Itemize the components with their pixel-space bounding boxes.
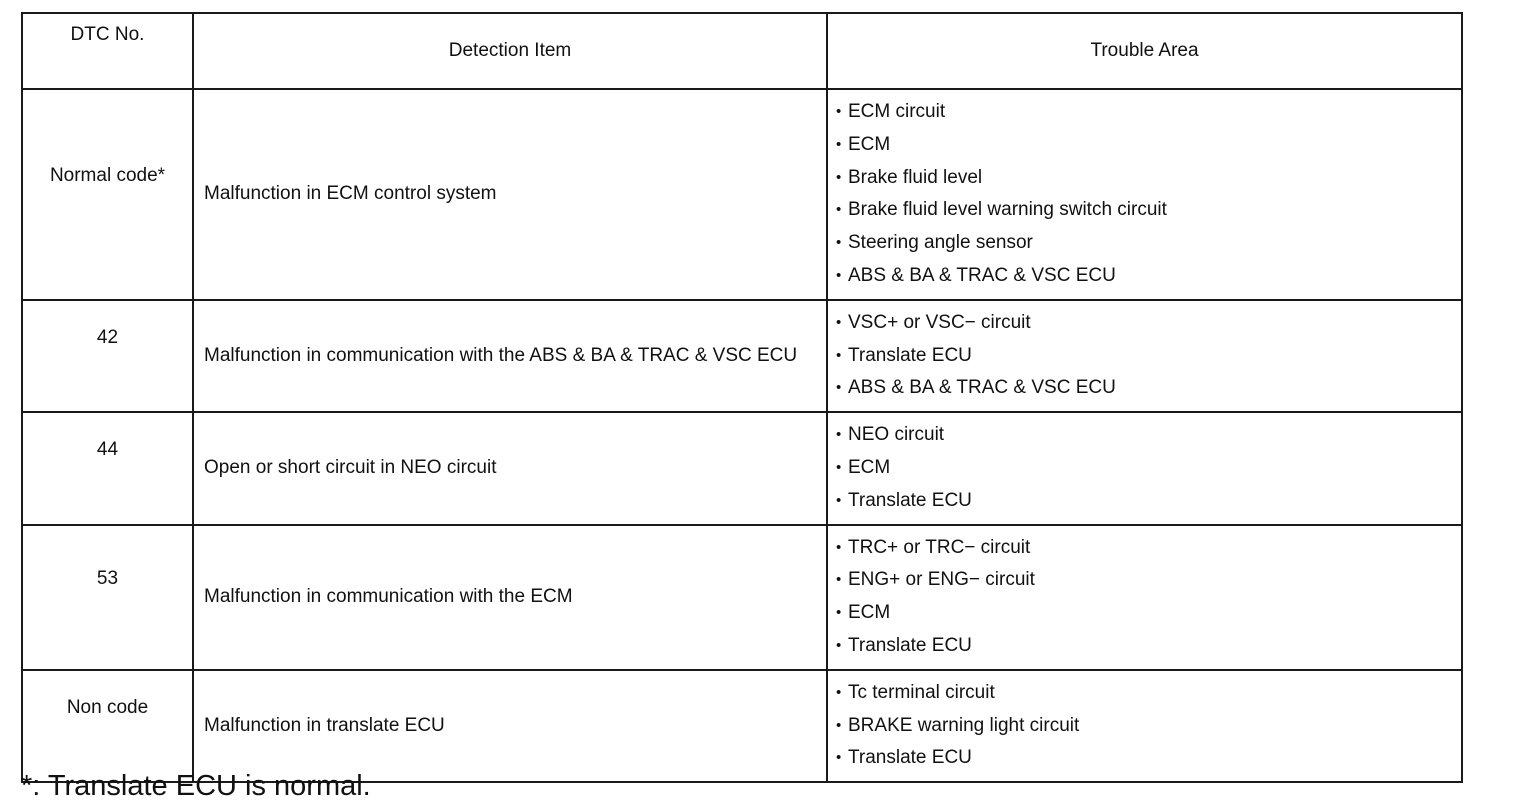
header-trouble-area: Trouble Area xyxy=(827,13,1462,89)
list-item xyxy=(836,162,1461,195)
bullet-icon: • xyxy=(836,604,842,622)
bullet-icon: • xyxy=(836,135,842,153)
table-row xyxy=(22,670,1462,782)
bullet-icon: • xyxy=(836,716,842,734)
list-item xyxy=(836,742,1461,775)
bullet-icon: • xyxy=(836,538,842,556)
dtc-cell xyxy=(22,412,193,524)
trouble-area-text: Translate ECU xyxy=(848,344,972,366)
list-item xyxy=(836,532,1461,565)
list-item xyxy=(836,597,1461,630)
detection-item-cell: Malfunction in ECM control system xyxy=(193,89,827,300)
list-item xyxy=(836,630,1461,663)
dtc-code: Non code xyxy=(66,696,149,718)
header-dtc-no: DTC No. xyxy=(22,13,193,89)
trouble-area-list xyxy=(836,413,1461,523)
trouble-area-text: Steering angle sensor xyxy=(848,232,1033,254)
trouble-area-list xyxy=(836,671,1461,781)
list-item xyxy=(836,129,1461,162)
dtc-cell xyxy=(22,525,193,670)
dtc-code: 42 xyxy=(96,326,119,348)
bullet-icon: • xyxy=(836,636,842,654)
trouble-area-text: ECM xyxy=(848,133,891,155)
trouble-area-cell xyxy=(827,670,1462,782)
list-item xyxy=(836,677,1461,710)
detection-item-cell: Open or short circuit in NEO circuit xyxy=(193,412,827,524)
list-item xyxy=(836,340,1461,373)
trouble-area-text: Brake fluid level warning switch circuit xyxy=(848,199,1167,221)
table-row xyxy=(22,412,1462,524)
trouble-area-text: ABS & BA & TRAC & VSC ECU xyxy=(848,264,1116,286)
detection-item-cell: Malfunction in communication with the ABS & BA & TRAC & VSC ECU xyxy=(193,300,827,412)
detection-item-cell: Malfunction in communication with the ECM xyxy=(193,525,827,670)
trouble-area-text: ECM circuit xyxy=(848,101,946,122)
trouble-area-text: Brake fluid level xyxy=(848,166,983,188)
bullet-icon: • xyxy=(836,313,842,331)
table-row xyxy=(22,89,1462,300)
dtc-code: 53 xyxy=(96,568,119,590)
trouble-area-cell xyxy=(827,525,1462,670)
list-item xyxy=(836,419,1461,452)
trouble-area-list xyxy=(836,526,1461,669)
trouble-area-text: Translate ECU xyxy=(848,747,972,769)
trouble-area-text: BRAKE warning light circuit xyxy=(848,714,1080,736)
trouble-area-cell xyxy=(827,300,1462,412)
list-item xyxy=(836,260,1461,293)
dtc-code: 44 xyxy=(96,439,119,461)
bullet-icon: • xyxy=(836,683,842,701)
dtc-code: Normal code* xyxy=(49,165,166,187)
trouble-area-text: Translate ECU xyxy=(848,489,972,511)
bullet-icon: • xyxy=(836,168,842,186)
footnote: *: Translate ECU is normal. xyxy=(21,770,371,802)
trouble-area-text: ECM xyxy=(848,602,891,624)
bullet-icon: • xyxy=(836,346,842,364)
trouble-area-text: ECM xyxy=(848,456,891,478)
list-item xyxy=(836,372,1461,405)
table-header-row xyxy=(22,13,1462,89)
list-item xyxy=(836,194,1461,227)
trouble-area-list xyxy=(836,90,1461,299)
bullet-icon: • xyxy=(836,458,842,476)
list-item xyxy=(836,564,1461,597)
trouble-area-cell xyxy=(827,412,1462,524)
bullet-icon: • xyxy=(836,234,842,252)
detection-item-cell: Malfunction in translate ECU xyxy=(193,670,827,782)
bullet-icon: • xyxy=(836,103,842,120)
trouble-area-text: ABS & BA & TRAC & VSC ECU xyxy=(848,377,1116,399)
list-item xyxy=(836,452,1461,485)
list-item xyxy=(836,485,1461,518)
table-row xyxy=(22,300,1462,412)
trouble-area-list xyxy=(836,301,1461,411)
trouble-area-text: Translate ECU xyxy=(848,634,972,656)
dtc-cell xyxy=(22,89,193,300)
bullet-icon: • xyxy=(836,571,842,589)
list-item xyxy=(836,307,1461,340)
bullet-icon: • xyxy=(836,491,842,509)
trouble-area-text: Tc terminal circuit xyxy=(848,681,995,703)
trouble-area-text: ENG+ or ENG− circuit xyxy=(848,569,1035,591)
list-item xyxy=(836,710,1461,743)
bullet-icon: • xyxy=(836,266,842,284)
list-item xyxy=(836,227,1461,260)
bullet-icon: • xyxy=(836,426,842,444)
dtc-cell xyxy=(22,670,193,782)
bullet-icon: • xyxy=(836,379,842,397)
table-row xyxy=(22,525,1462,670)
list-item xyxy=(836,96,1461,129)
trouble-area-text: VSC+ or VSC− circuit xyxy=(848,311,1031,333)
bullet-icon: • xyxy=(836,749,842,767)
dtc-table xyxy=(21,12,1463,783)
header-detection-item: Detection Item xyxy=(193,13,827,89)
dtc-cell xyxy=(22,300,193,412)
trouble-area-text: TRC+ or TRC− circuit xyxy=(848,536,1031,558)
trouble-area-cell xyxy=(827,89,1462,300)
bullet-icon: • xyxy=(836,201,842,219)
trouble-area-text: NEO circuit xyxy=(848,424,945,446)
